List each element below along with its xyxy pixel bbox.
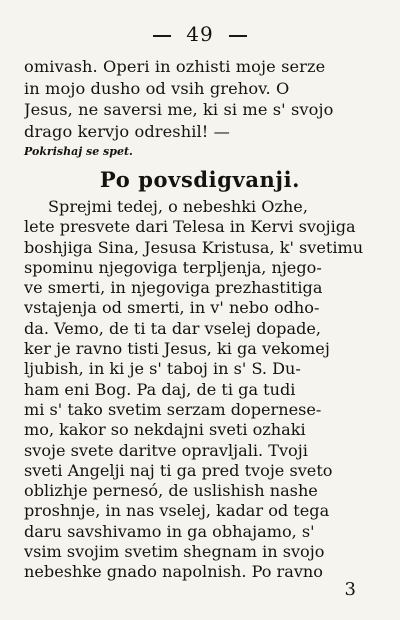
text-line: lete presvete dari Telesa in Kervi svojiga [24,217,356,237]
body-paragraph [24,197,374,583]
page-header [0,22,400,46]
signature-mark: 3 [344,579,356,600]
text-line: ker je ravno tisti Jesus, ki ga vekomej [24,339,330,359]
text-line: Sprejmi tedej, o nebeshki Ozhe, [48,197,308,216]
text-line: drago kervjo odreshil! — [24,121,230,141]
text-line: oblizhje pernesó, de uslishish nashe [24,481,318,501]
text-line: Jesus, ne saversi me, ki si me s' svojo [24,100,334,119]
text-line: daru savshivamo in ga obhajamo, s' [24,521,315,541]
text-line: ljubish, in ki je s' taboj in s' S. Du- [24,359,301,379]
header-dash-left [153,35,171,37]
page-number: 49 [186,22,214,46]
text-line: ve smerti, in njegoviga prezhastitiga [24,278,323,298]
header-dash-right [229,35,247,37]
text-line: proshnje, in nas vselej, kadar od tega [24,501,330,521]
text-line: nebeshke gnado napolnish. Po ravno [24,562,323,582]
rubric-note: Pokrishaj se spet. [24,145,133,158]
text-line: spominu njegoviga terpljenja, njego- [24,257,322,277]
section-heading: Po povsdigvanji. [99,167,301,192]
continued-paragraph [24,56,374,142]
text-line: vsim svojim svetim shegnam in svojo [24,542,325,562]
text-line: mi s' tako svetim serzam dopernese- [24,399,322,419]
text-line: boshjiga Sina, Jesusa Kristusa, k' svetimu [24,237,364,257]
text-line: vstajenja od smerti, in v' nebo odho- [24,298,320,318]
text-line: mo, kakor so nekdajni sveti ozhaki [24,420,306,440]
text-line: omivash. Operi in ozhisti moje serze [24,57,326,76]
text-line: in mojo dusho od vsih grehov. O [24,78,290,98]
text-line: sveti Angelji naj ti ga pred tvoje sveto [24,460,333,480]
text-line: da. Vemo, de ti ta dar vselej dopade, [24,318,322,338]
text-line: ham eni Bog. Pa daj, de ti ga tudi [24,379,296,399]
text-line: svoje svete daritve opravljali. Tvoji [24,440,308,460]
